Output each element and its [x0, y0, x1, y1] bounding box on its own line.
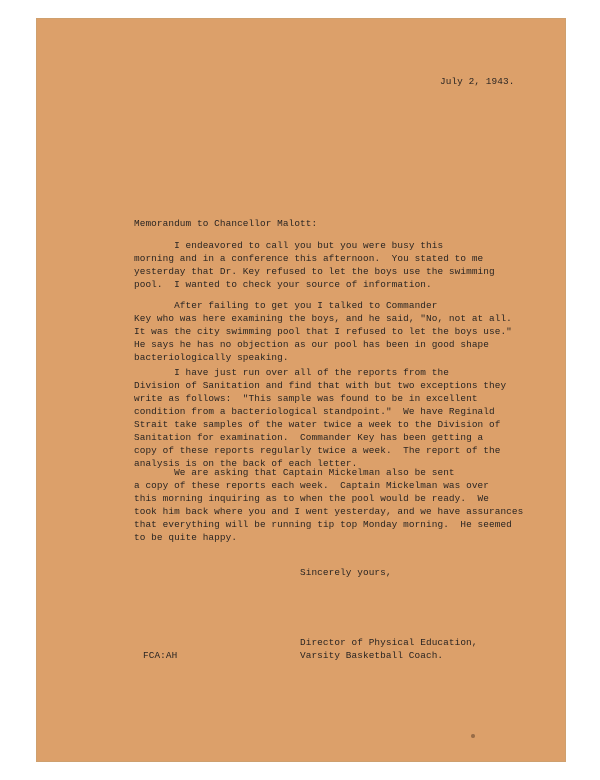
paragraph-line: to be quite happy.	[134, 532, 238, 543]
paragraph-line: condition from a bacteriological standpoint." We have Reginald	[134, 406, 495, 417]
typist-initials: FCA:AH	[143, 650, 178, 661]
paragraph-line: I endeavored to call you but you were busy this	[134, 240, 444, 251]
paragraph-line: Sanitation for examination. Commander Key has been getting a	[134, 432, 484, 443]
paper-spot	[471, 734, 475, 738]
paragraph-line: After failing to get you I talked to Commander	[134, 300, 438, 311]
signature-title-1: Director of Physical Education,	[300, 637, 478, 648]
salutation: Memorandum to Chancellor Malott:	[134, 218, 318, 229]
letter-date: July 2, 1943.	[440, 76, 515, 87]
paragraph-line: this morning inquiring as to when the pool would be ready. We	[134, 493, 490, 504]
paragraph-line: He says he has no objection as our pool has been in good shape	[134, 339, 490, 350]
paragraph-line: Key who was here examining the boys, and he said, "No, not at all.	[134, 313, 512, 324]
paragraph-line: took him back where you and I went yesterday, and we have assurances	[134, 506, 524, 517]
paragraph-line: It was the city swimming pool that I refused to let the boys use."	[134, 326, 512, 337]
paragraph-line: morning and in a conference this afternoon. You stated to me	[134, 253, 484, 264]
closing: Sincerely yours,	[300, 567, 392, 578]
paragraph-line: yesterday that Dr. Key refused to let the boys use the swimming	[134, 266, 495, 277]
paragraph-line: bacteriologically speaking.	[134, 352, 289, 363]
paragraph-line: pool. I wanted to check your source of information.	[134, 279, 432, 290]
paragraph-line: We are asking that Captain Mickelman also be sent	[134, 467, 455, 478]
paragraph-line: that everything will be running tip top Monday morning. He seemed	[134, 519, 512, 530]
paragraph-line: analysis is on the back of each letter.	[134, 458, 358, 469]
signature-title-2: Varsity Basketball Coach.	[300, 650, 444, 661]
paragraph-line: Strait take samples of the water twice a week to the Division of	[134, 419, 501, 430]
paragraph-line: I have just run over all of the reports from the	[134, 367, 449, 378]
paragraph-line: write as follows: "This sample was found to be in excellent	[134, 393, 478, 404]
paragraph-line: copy of these reports regularly twice a week. The report of the	[134, 445, 501, 456]
paragraph-line: a copy of these reports each week. Captain Mickelman was over	[134, 480, 490, 491]
paragraph-line: Division of Sanitation and find that with but two exceptions they	[134, 380, 507, 391]
